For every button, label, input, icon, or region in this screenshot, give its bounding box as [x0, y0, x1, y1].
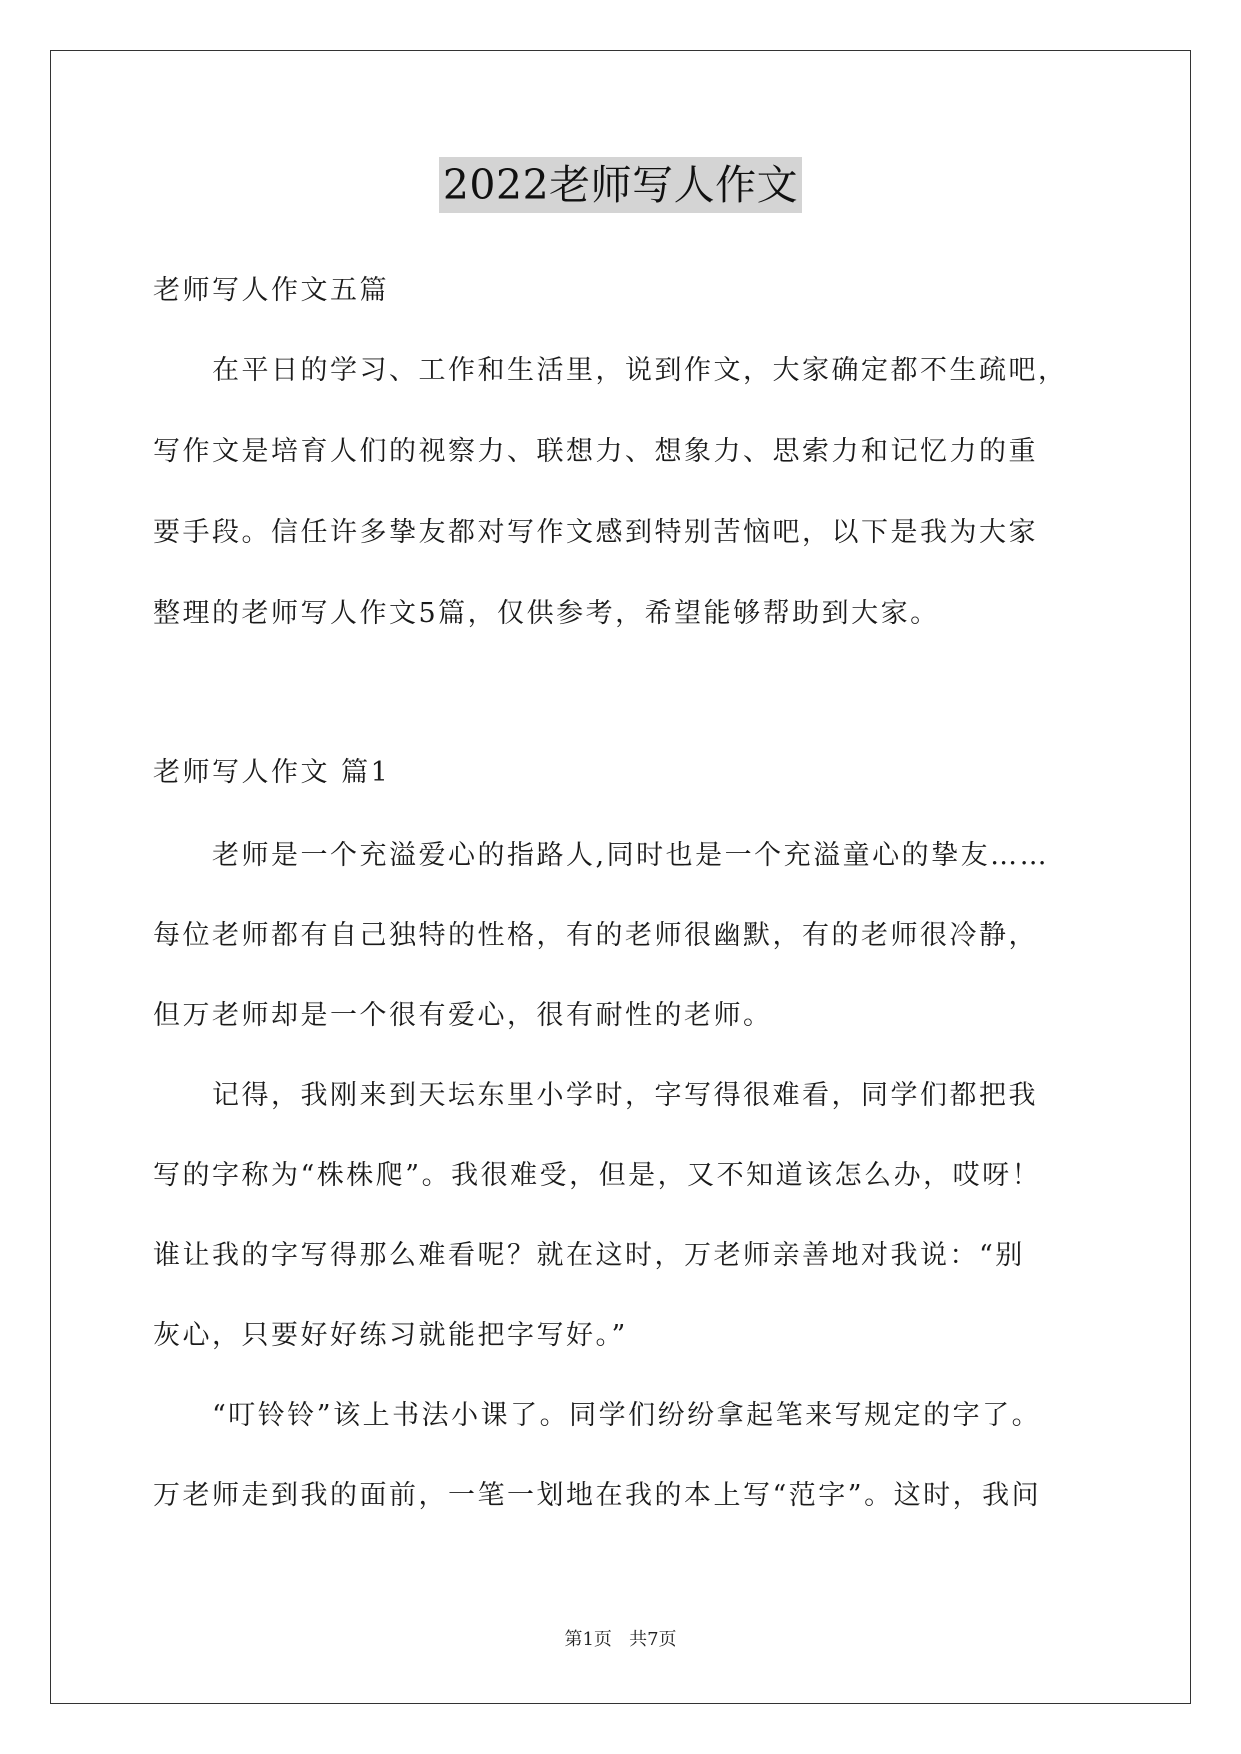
text-line: 在平日的学习、工作和生活里，说到作文，大家确定都不生疏吧，: [153, 355, 1068, 386]
text-line: 要手段。信任许多挚友都对写作文感到特别苦恼吧，以下是我为大家: [153, 517, 1038, 548]
text-line: “叮铃铃”该上书法小课了。同学们纷纷拿起笔来写规定的字了。: [153, 1400, 1042, 1431]
text-line: 每位老师都有自己独特的性格，有的老师很幽默，有的老师很冷静，: [153, 920, 1038, 951]
text-line: 谁让我的字写得那么难看呢？就在这时，万老师亲善地对我说：“别: [153, 1240, 1025, 1271]
text-line: 写的字称为“株株爬”。我很难受，但是，又不知道该怎么办，哎呀！: [153, 1160, 1042, 1191]
text-line: 老师是一个充溢爱心的指路人,同时也是一个充溢童心的挚友……: [153, 840, 1050, 871]
document-title: 2022老师写人作文: [439, 157, 802, 213]
section-heading-block: [153, 753, 1101, 793]
text-line: 写作文是培育人们的视察力、联想力、想象力、思索力和记忆力的重: [153, 436, 1038, 467]
title-container: [0, 157, 1241, 213]
page-number: 第1页: [564, 1629, 612, 1650]
text-line: 灰心，只要好好练习就能把字写好。”: [153, 1320, 628, 1351]
text-line: 但万老师却是一个很有爱心，很有耐性的老师。: [153, 1000, 773, 1031]
section-heading: 老师写人作文 篇1: [153, 757, 391, 788]
page-total: 共7页: [629, 1629, 677, 1650]
page-footer: [0, 1628, 1241, 1652]
subtitle: 老师写人作文五篇: [153, 275, 389, 306]
body-paragraphs: [153, 836, 1101, 1516]
text-line: 万老师走到我的面前，一笔一划地在我的本上写“范字”。这时，我问: [153, 1480, 1042, 1511]
subtitle-block: [153, 271, 1101, 311]
text-line: 整理的老师写人作文5篇，仅供参考，希望能够帮助到大家。: [153, 598, 940, 629]
text-line: 记得，我刚来到天坛东里小学时，字写得很难看，同学们都把我: [153, 1080, 1038, 1111]
intro-paragraph: [153, 351, 1101, 634]
